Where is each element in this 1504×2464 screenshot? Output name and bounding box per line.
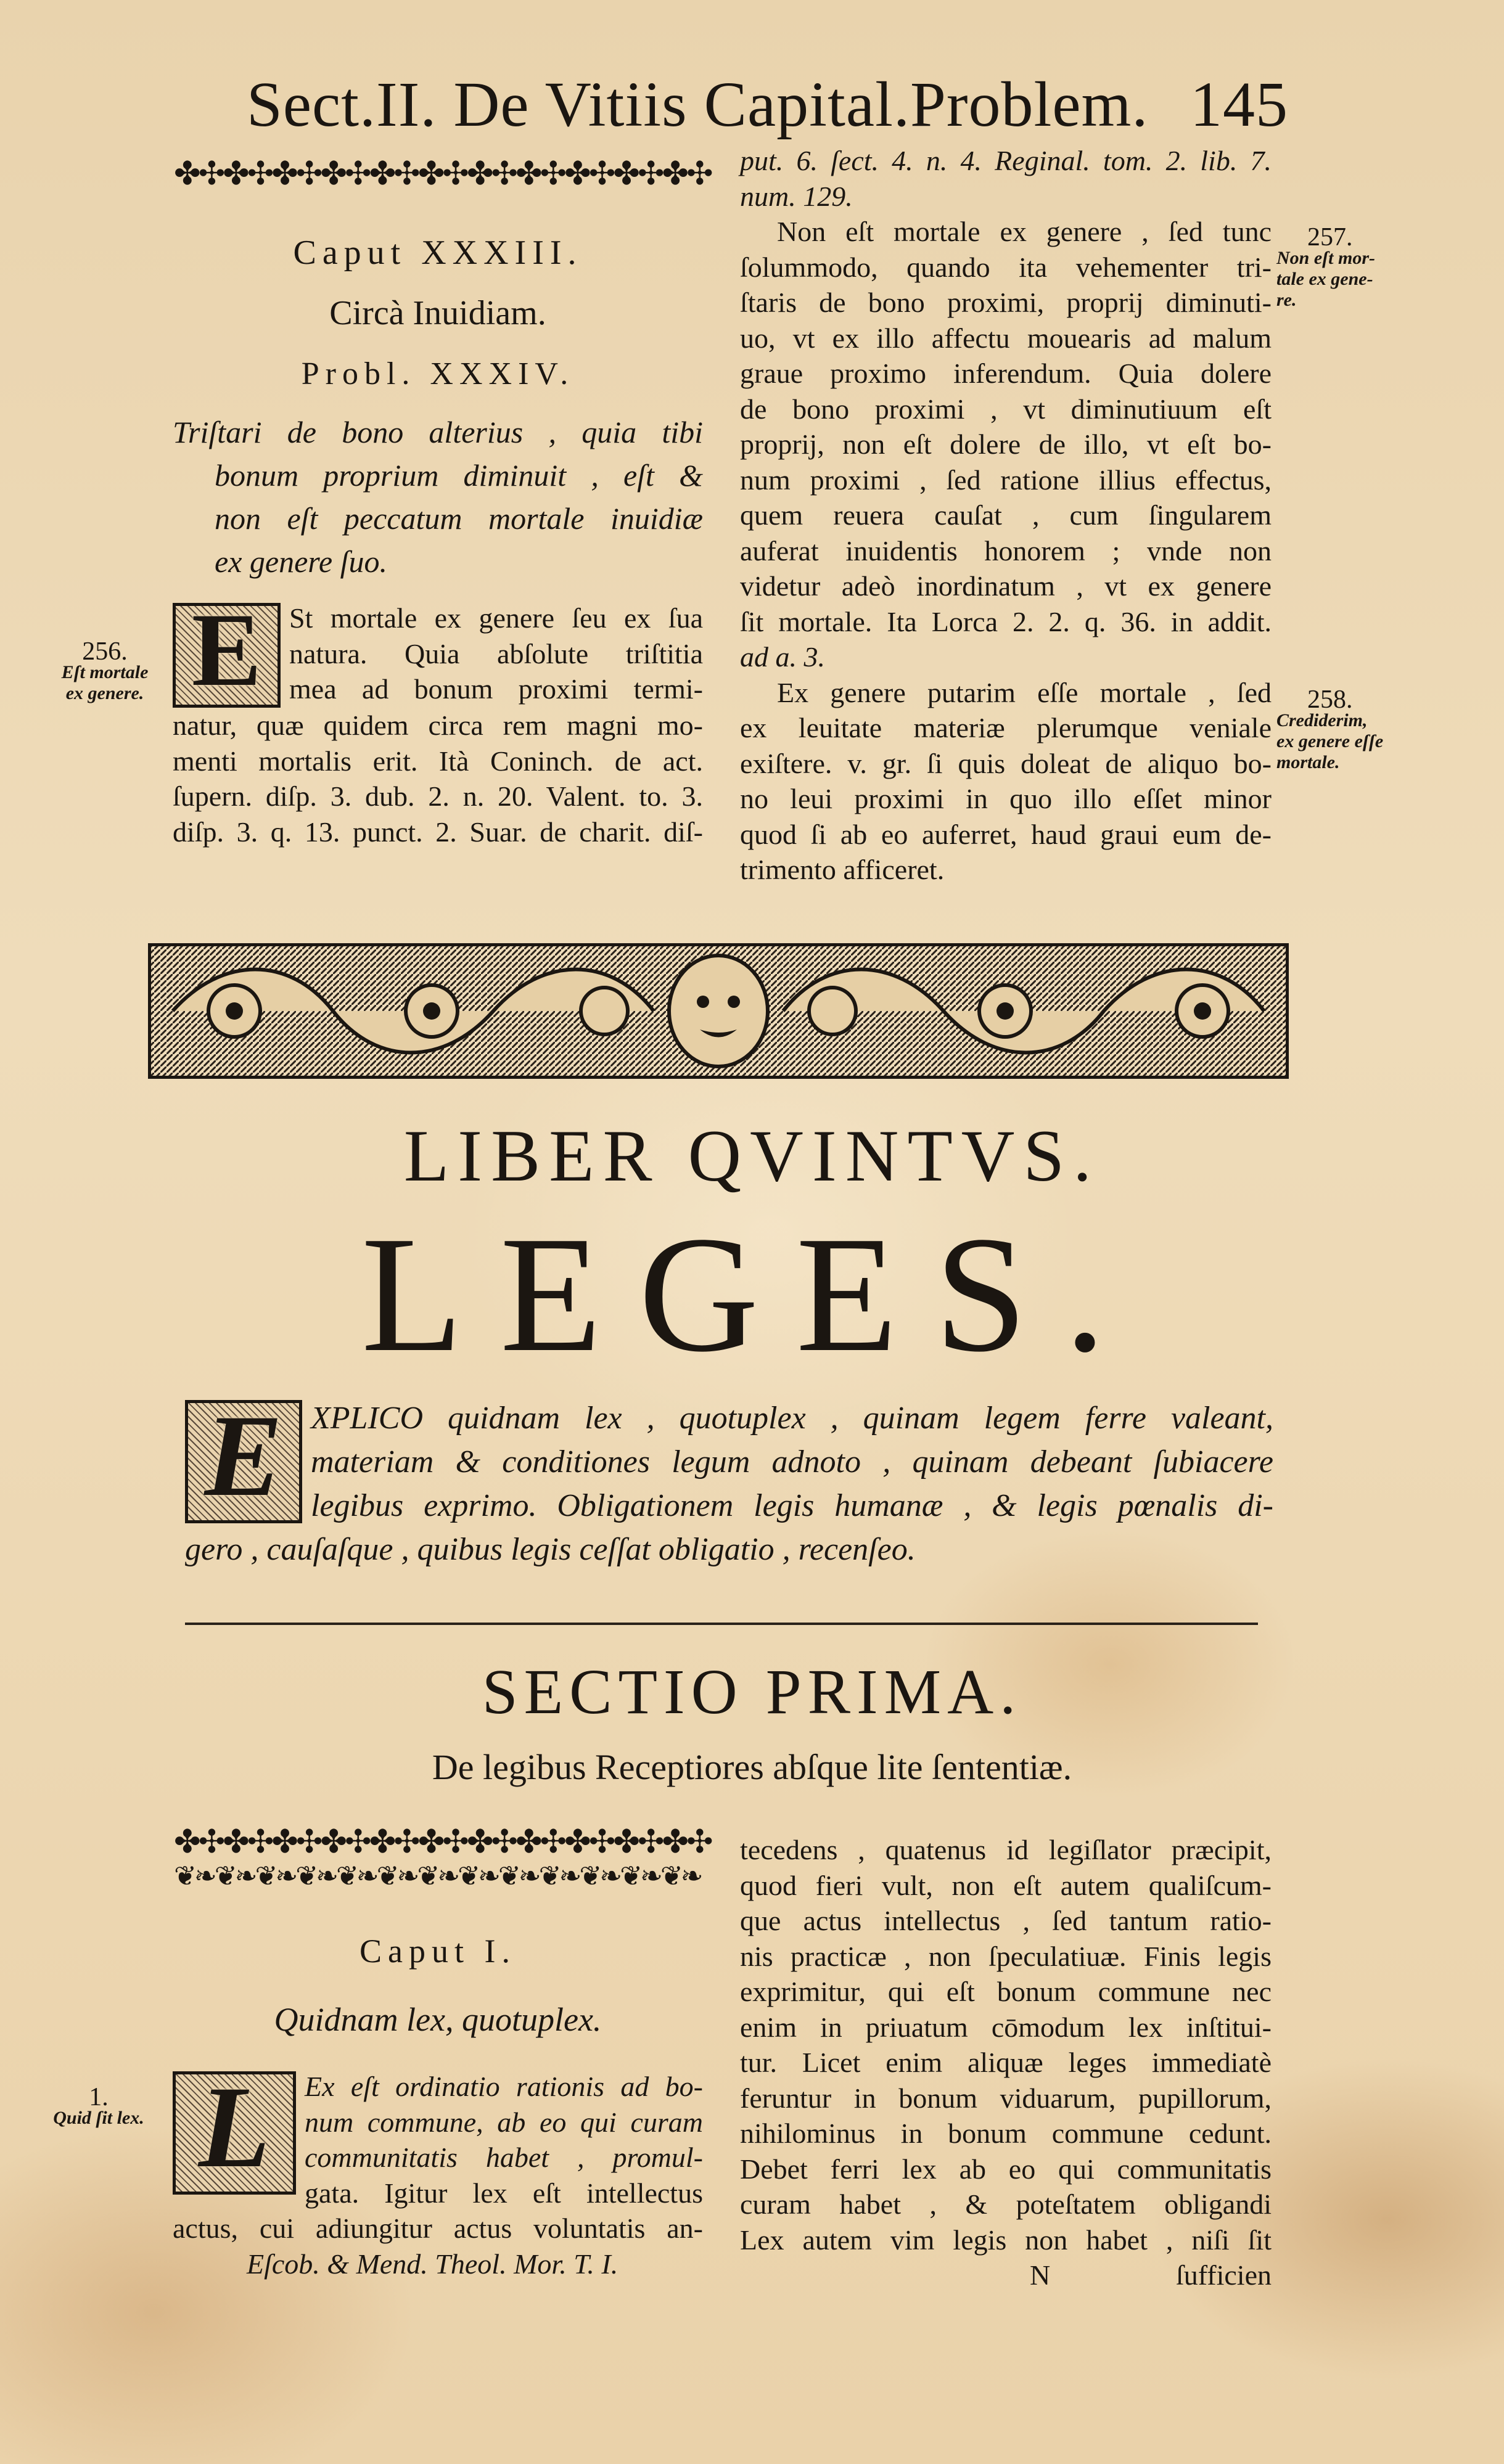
text-line: feruntur in bonum viduarum, pupillorum, xyxy=(740,2082,1272,2114)
text-line: actus, cui adiungitur actus voluntatis an- xyxy=(173,2212,703,2244)
text-line: exiſtere. v. gr. ſi quis doleat de aliquo bo- xyxy=(740,747,1272,779)
text-line: diſp. 3. q. 13. punct. 2. Suar. de charit. diſ- xyxy=(173,816,703,848)
section-title: SECTIO PRIMA. xyxy=(482,1656,1022,1727)
text-line: natura. Quia abſolute triſtitia xyxy=(289,637,703,669)
text-line: ſupern. diſp. 3. dub. 2. n. 20. Valent. to. 3. xyxy=(173,780,703,812)
margin-note-257: 257. Non eſt mor- tale ex gene- re. xyxy=(1276,223,1375,310)
left-column-top xyxy=(173,228,703,849)
margin-note-256: 256. Eſt mortale ex genere. xyxy=(61,637,149,703)
section-subject: Circà Inuidiam. xyxy=(329,294,546,332)
text-line: menti mortalis erit. Ità Coninch. de act. xyxy=(173,745,703,777)
right-column-top xyxy=(740,143,1272,888)
intro-line: gero , cauſaſque , quibus legis ceſſat obligatio , recenſeo. xyxy=(185,1532,916,1567)
left-column-bottom xyxy=(173,1923,703,2282)
text-line: tur. Licet enim aliquæ leges immediatè xyxy=(740,2047,1272,2078)
intro-line: materiam & conditiones legum adnoto , quinam debeant ſubiacere xyxy=(311,1444,1273,1480)
text-line: proprij, non eſt dolere de illo, vt eſt bo- xyxy=(740,428,1272,460)
running-head xyxy=(247,65,1288,145)
caput-heading: Caput XXXIII. xyxy=(293,234,583,272)
footer-line: Eſcob. & Mend. Theol. Mor. T. I. xyxy=(247,2248,618,2280)
fleuron-ornament-icon: ❦❧❦❧❦❧❦❧❦❧❦❧❦❧❦❧❦❧❦❧❦❧❦❧❦❧ xyxy=(174,1861,701,1891)
text-line: communitatis habet , promul- xyxy=(305,2142,703,2173)
text-line: trimento afficeret. xyxy=(740,854,945,885)
thesis-line: ex genere ſuo. xyxy=(215,544,387,579)
text-line: nis practicæ , non ſpeculatiuæ. Finis legis xyxy=(740,1940,1272,1972)
text-line: quod ſi ab eo auferret, haud graui eum de- xyxy=(740,818,1272,850)
text-line: gata. Igitur lex eſt intellectus xyxy=(305,2177,703,2209)
text-line: ſit mortale. Ita Lorca 2. 2. q. 36. in addit. xyxy=(740,605,1272,637)
text-line: nihilominus in bonum commune cedunt. xyxy=(740,2118,1272,2149)
text-line: uo, vt ex illo affectu mouearis ad malum xyxy=(740,322,1272,354)
running-head-title: Sect.II. De Vitiis Capital.Problem. xyxy=(247,69,1149,140)
text-line: ad a. 3. xyxy=(740,641,825,673)
book-title: LIBER QVINTVS. xyxy=(403,1115,1101,1197)
text-line: Debet ferri lex ab eo qui communitatis xyxy=(740,2153,1272,2185)
book-subject-title: LEGES. xyxy=(361,1202,1143,1386)
text-line: Ex eſt ordinatio rationis ad bo- xyxy=(305,2071,703,2102)
text-line: St mortale ex genere ſeu ex ſua xyxy=(289,602,703,634)
margin-note-258: 258. Crediderim, ex genere eſſe mortale. xyxy=(1276,686,1384,772)
dropcap-initial: E xyxy=(185,1400,302,1523)
text-line: curam habet , & poteſtatem obligandi xyxy=(740,2188,1272,2220)
text-line: mea ad bonum proximi termi- xyxy=(289,673,703,705)
intro-line: legibus exprimo. Obligationem legis humanæ , & legis pœnalis di- xyxy=(311,1488,1273,1523)
text-line: natur, quæ quidem circa rem magni mo- xyxy=(173,710,703,741)
text-line: Ex genere putarim eſſe mortale , ſed xyxy=(777,676,1272,708)
section-subtitle: De legibus Receptiores abſque lite ſententiæ. xyxy=(432,1747,1072,1787)
right-column-bottom xyxy=(740,1832,1272,2293)
text-line: enim in priuatum cōmodum lex inſtitui- xyxy=(740,2011,1272,2043)
text-line: ex leuitate materiæ plerumque veniale xyxy=(740,712,1272,743)
text-line: exprimitur, qui eſt bonum commune nec xyxy=(740,1976,1272,2007)
catchword: ſufficien xyxy=(1176,2259,1272,2291)
dropcap-initial: L xyxy=(173,2071,296,2195)
thesis-line: bonum proprium diminuit , eſt & xyxy=(215,458,703,493)
text-line: graue proximo inferendum. Quia dolere xyxy=(740,358,1272,389)
problem-thesis xyxy=(173,411,703,583)
text-line: ſolummodo, quando ita vehementer tri- xyxy=(740,251,1272,283)
text-line: num commune, ab eo qui curam xyxy=(305,2106,703,2138)
caput-heading: Caput I. xyxy=(360,1933,516,1970)
text-line: auferat inuidentis honorem ; vnde non xyxy=(740,534,1272,567)
thesis-line: Triſtari de bono alterius , quia tibi xyxy=(173,415,703,449)
page-number: 145 xyxy=(1190,69,1288,140)
text-line: quem reuera cauſat , cum ſingularem xyxy=(740,499,1272,531)
fleuron-ornament-icon: ✤✣✤✣✤✣✤✣✤✣✤✣✤✣✤✣✤✣✤✣✤✣ xyxy=(174,157,711,192)
text-line: que actus intellectus , ſed tantum ratio- xyxy=(740,1905,1272,1936)
thesis-line: non eſt peccatum mortale inuidiæ xyxy=(215,501,703,536)
text-line: de bono proximi , vt diminutiuum eſt xyxy=(740,393,1272,425)
text-line: videtur adeò inordinatum , vt ex genere xyxy=(740,570,1272,602)
text-line: put. 6. ſect. 4. n. 4. Reginal. tom. 2. lib. 7. xyxy=(740,145,1272,176)
chapter-heading: Quidnam lex, quotuplex. xyxy=(274,2001,602,2038)
text-line: ſtaris de bono proximi, proprij diminuti- xyxy=(740,287,1272,318)
woodcut-headpiece-icon xyxy=(148,943,1289,1079)
text-line: Non eſt mortale ex genere , ſed tunc xyxy=(777,216,1272,247)
definition-paragraph xyxy=(173,2063,703,2192)
intro-line: XPLICO quidnam lex , quotuplex , quinam legem ferre valeant, xyxy=(311,1401,1273,1436)
signature-mark: N xyxy=(1030,2259,1051,2291)
margin-note-1: 1. Quid ſit lex. xyxy=(53,2083,144,2128)
answer-paragraph xyxy=(173,592,703,849)
text-line: quod fieri vult, non eſt autem qualiſcum- xyxy=(740,1869,1272,1901)
text-line: num proximi , ſed ratione illius effectus, xyxy=(740,464,1272,496)
text-line: Lex autem vim legis non habet , niſi ſit xyxy=(740,2224,1272,2256)
fleuron-ornament-icon: ✤✣✤✣✤✣✤✣✤✣✤✣✤✣✤✣✤✣✤✣✤✣ xyxy=(174,1825,711,1860)
book-intro-paragraph xyxy=(185,1391,1273,1571)
text-line: no leui proximi in quo illo eſſet minor xyxy=(740,783,1272,814)
signature-line xyxy=(740,2257,1272,2293)
section-divider xyxy=(185,1623,1258,1625)
text-line: num. 129. xyxy=(740,180,853,212)
dropcap-initial: E xyxy=(173,603,281,708)
problem-heading: Probl. XXXIV. xyxy=(301,356,575,391)
text-line: tecedens , quatenus id legiſlator præcipit, xyxy=(740,1834,1272,1865)
